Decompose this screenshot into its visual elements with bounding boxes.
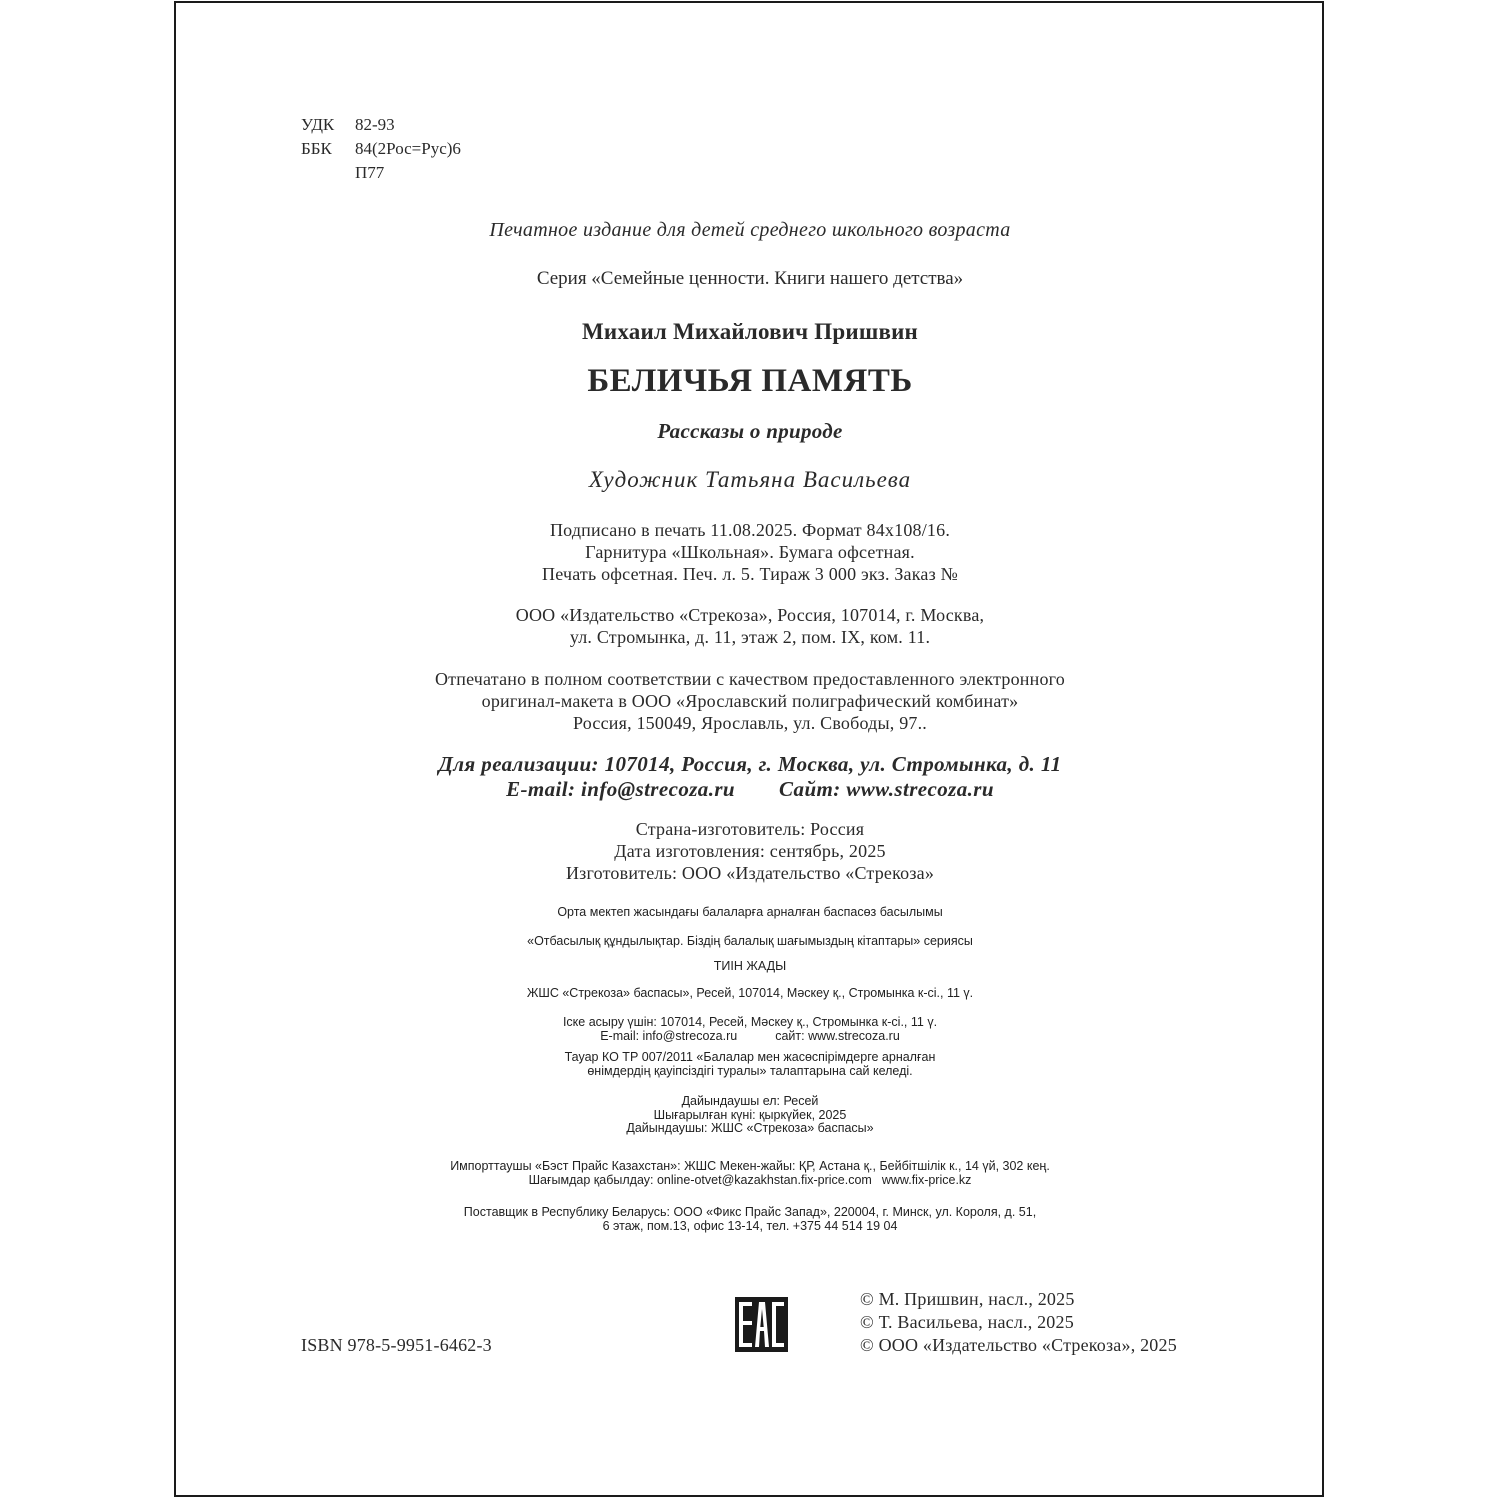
code-value: 84(2Рос=Рус)6 bbox=[355, 139, 461, 158]
printing-house bbox=[0, 668, 1500, 734]
kz-sales bbox=[0, 1016, 1500, 1043]
genre: Рассказы о природе bbox=[657, 419, 843, 443]
kz-claims-line bbox=[0, 1174, 1500, 1188]
kz-standard-line: Тауар КО ТР 007/2011 «Балалар мен жасөспірімдерге арналған bbox=[564, 1050, 936, 1064]
author-name: Михаил Михайлович Пришвин bbox=[582, 319, 918, 344]
code-key: УДК bbox=[301, 115, 335, 134]
copyrights bbox=[860, 1288, 1177, 1357]
publisher-line: ул. Стромынка, д. 11, этаж 2, пом. IX, ком. 11. bbox=[569, 627, 931, 647]
print-info-line: Подписано в печать 11.08.2025. Формат 84x108/16. bbox=[549, 520, 951, 540]
udk-row bbox=[301, 113, 461, 137]
manufacturer-line: Страна-изготовитель: Россия bbox=[635, 819, 865, 839]
kz-contact-line bbox=[0, 1030, 1500, 1044]
sales-contact bbox=[0, 752, 1500, 802]
kz-claims: Шағымдар қабылдау: online-otvet@kazakhstan.fix-price.com bbox=[528, 1172, 872, 1187]
series-name: Серия «Семейные ценности. Книги нашего детства» bbox=[536, 268, 964, 289]
kz-manufacturer bbox=[0, 1095, 1500, 1136]
code-value: П77 bbox=[355, 163, 385, 182]
author-mark-row bbox=[301, 161, 461, 185]
copyright-line: © М. Пришвин, насл., 2025 bbox=[860, 1289, 1075, 1309]
sales-contact-line bbox=[0, 777, 1500, 802]
print-info-line: Печать офсетная. Печ. л. 5. Тираж 3 000 экз. Заказ № bbox=[542, 564, 958, 584]
belarus-supplier bbox=[0, 1206, 1500, 1233]
book-title: БЕЛИЧЬЯ ПАМЯТЬ bbox=[587, 363, 913, 399]
kz-title: ТИІН ЖАДЫ bbox=[713, 959, 787, 973]
belarus-line: Поставщик в Республику Беларусь: ООО «Фикс Прайс Запад», 220004, г. Минск, ул. Короля, д. 51, bbox=[463, 1205, 1037, 1219]
printing-line: Отпечатано в полном соответствии с качеством предоставленного электронного bbox=[434, 669, 1066, 689]
kz-publisher: ЖШС «Стрекоза» баспасы», Ресей, 107014, Мәскеу қ., Стромынка к-сі., 11 ү. bbox=[526, 986, 974, 1000]
print-info-line: Гарнитура «Школьная». Бумага офсетная. bbox=[585, 542, 915, 562]
sales-email: E-mail: info@strecoza.ru bbox=[506, 777, 735, 801]
manufacturer-line: Дата изготовления: сентябрь, 2025 bbox=[614, 841, 886, 861]
kz-standard bbox=[0, 1051, 1500, 1078]
publisher-address bbox=[0, 604, 1500, 648]
kz-importer-line: Импорттаушы «Бэст Прайс Казахстан»: ЖШС Мекен-жайы: ҚР, Астана қ., Бейбітшілік к., 14 үй, 302 кең. bbox=[450, 1159, 1050, 1173]
kz-manufacturer-line: Дайындаушы: ЖШС «Стрекоза» баспасы» bbox=[626, 1121, 874, 1135]
kz-series: «Отбасылық құндылықтар. Біздің балалық шағымыздың кітаптары» сериясы bbox=[527, 934, 973, 948]
print-info bbox=[0, 519, 1500, 585]
artist: Художник Татьяна Васильева bbox=[588, 467, 912, 492]
belarus-line: 6 этаж, пом.13, офис 13-14, тел. +375 44 514 19 04 bbox=[602, 1218, 898, 1233]
kz-manufacturer-line: Шығарылған күні: қыркүйек, 2025 bbox=[653, 1107, 847, 1122]
isbn: ISBN 978-5-9951-6462-3 bbox=[301, 1335, 492, 1355]
code-key bbox=[301, 161, 355, 185]
sales-site: Сайт: www.strecoza.ru bbox=[779, 777, 994, 801]
age-note: Печатное издание для детей среднего школьного возраста bbox=[489, 219, 1011, 241]
kz-standard-line: өнімдердің қауіпсіздігі туралы» талаптарына сай келеді. bbox=[587, 1063, 913, 1078]
kz-site: сайт: www.strecoza.ru bbox=[775, 1028, 900, 1043]
kz-sales-address: Іске асыру үшін: 107014, Ресей, Мәскеу қ., Стромынка к-сі., 11 ү. bbox=[562, 1015, 938, 1029]
kz-age-note: Орта мектеп жасындағы балаларға арналған баспасөз басылымы bbox=[557, 905, 943, 919]
kz-manufacturer-line: Дайындаушы ел: Ресей bbox=[681, 1094, 819, 1108]
classification-codes bbox=[301, 113, 461, 185]
kz-email: E-mail: info@strecoza.ru bbox=[600, 1028, 738, 1043]
eac-mark-icon bbox=[735, 1297, 788, 1352]
printing-line: оригинал-макета в ООО «Ярославский полиграфический комбинат» bbox=[481, 691, 1019, 711]
manufacturer-info bbox=[0, 818, 1500, 884]
publisher-line: ООО «Издательство «Стрекоза», Россия, 107014, г. Москва, bbox=[515, 605, 985, 625]
code-value: 82-93 bbox=[355, 115, 395, 134]
sales-address: Для реализации: 107014, Россия, г. Москва, ул. Стромынка, д. 11 bbox=[438, 752, 1062, 776]
bbk-row bbox=[301, 137, 461, 161]
kz-claims-site: www.fix-price.kz bbox=[881, 1172, 972, 1187]
code-key: ББК bbox=[301, 139, 332, 158]
copyright-line: © Т. Васильева, насл., 2025 bbox=[860, 1312, 1074, 1332]
printing-line: Россия, 150049, Ярославль, ул. Свободы, 97.. bbox=[572, 713, 928, 733]
kz-importer bbox=[0, 1160, 1500, 1187]
copyright-line: © ООО «Издательство «Стрекоза», 2025 bbox=[860, 1335, 1177, 1355]
manufacturer-line: Изготовитель: ООО «Издательство «Стрекоза» bbox=[565, 863, 935, 883]
